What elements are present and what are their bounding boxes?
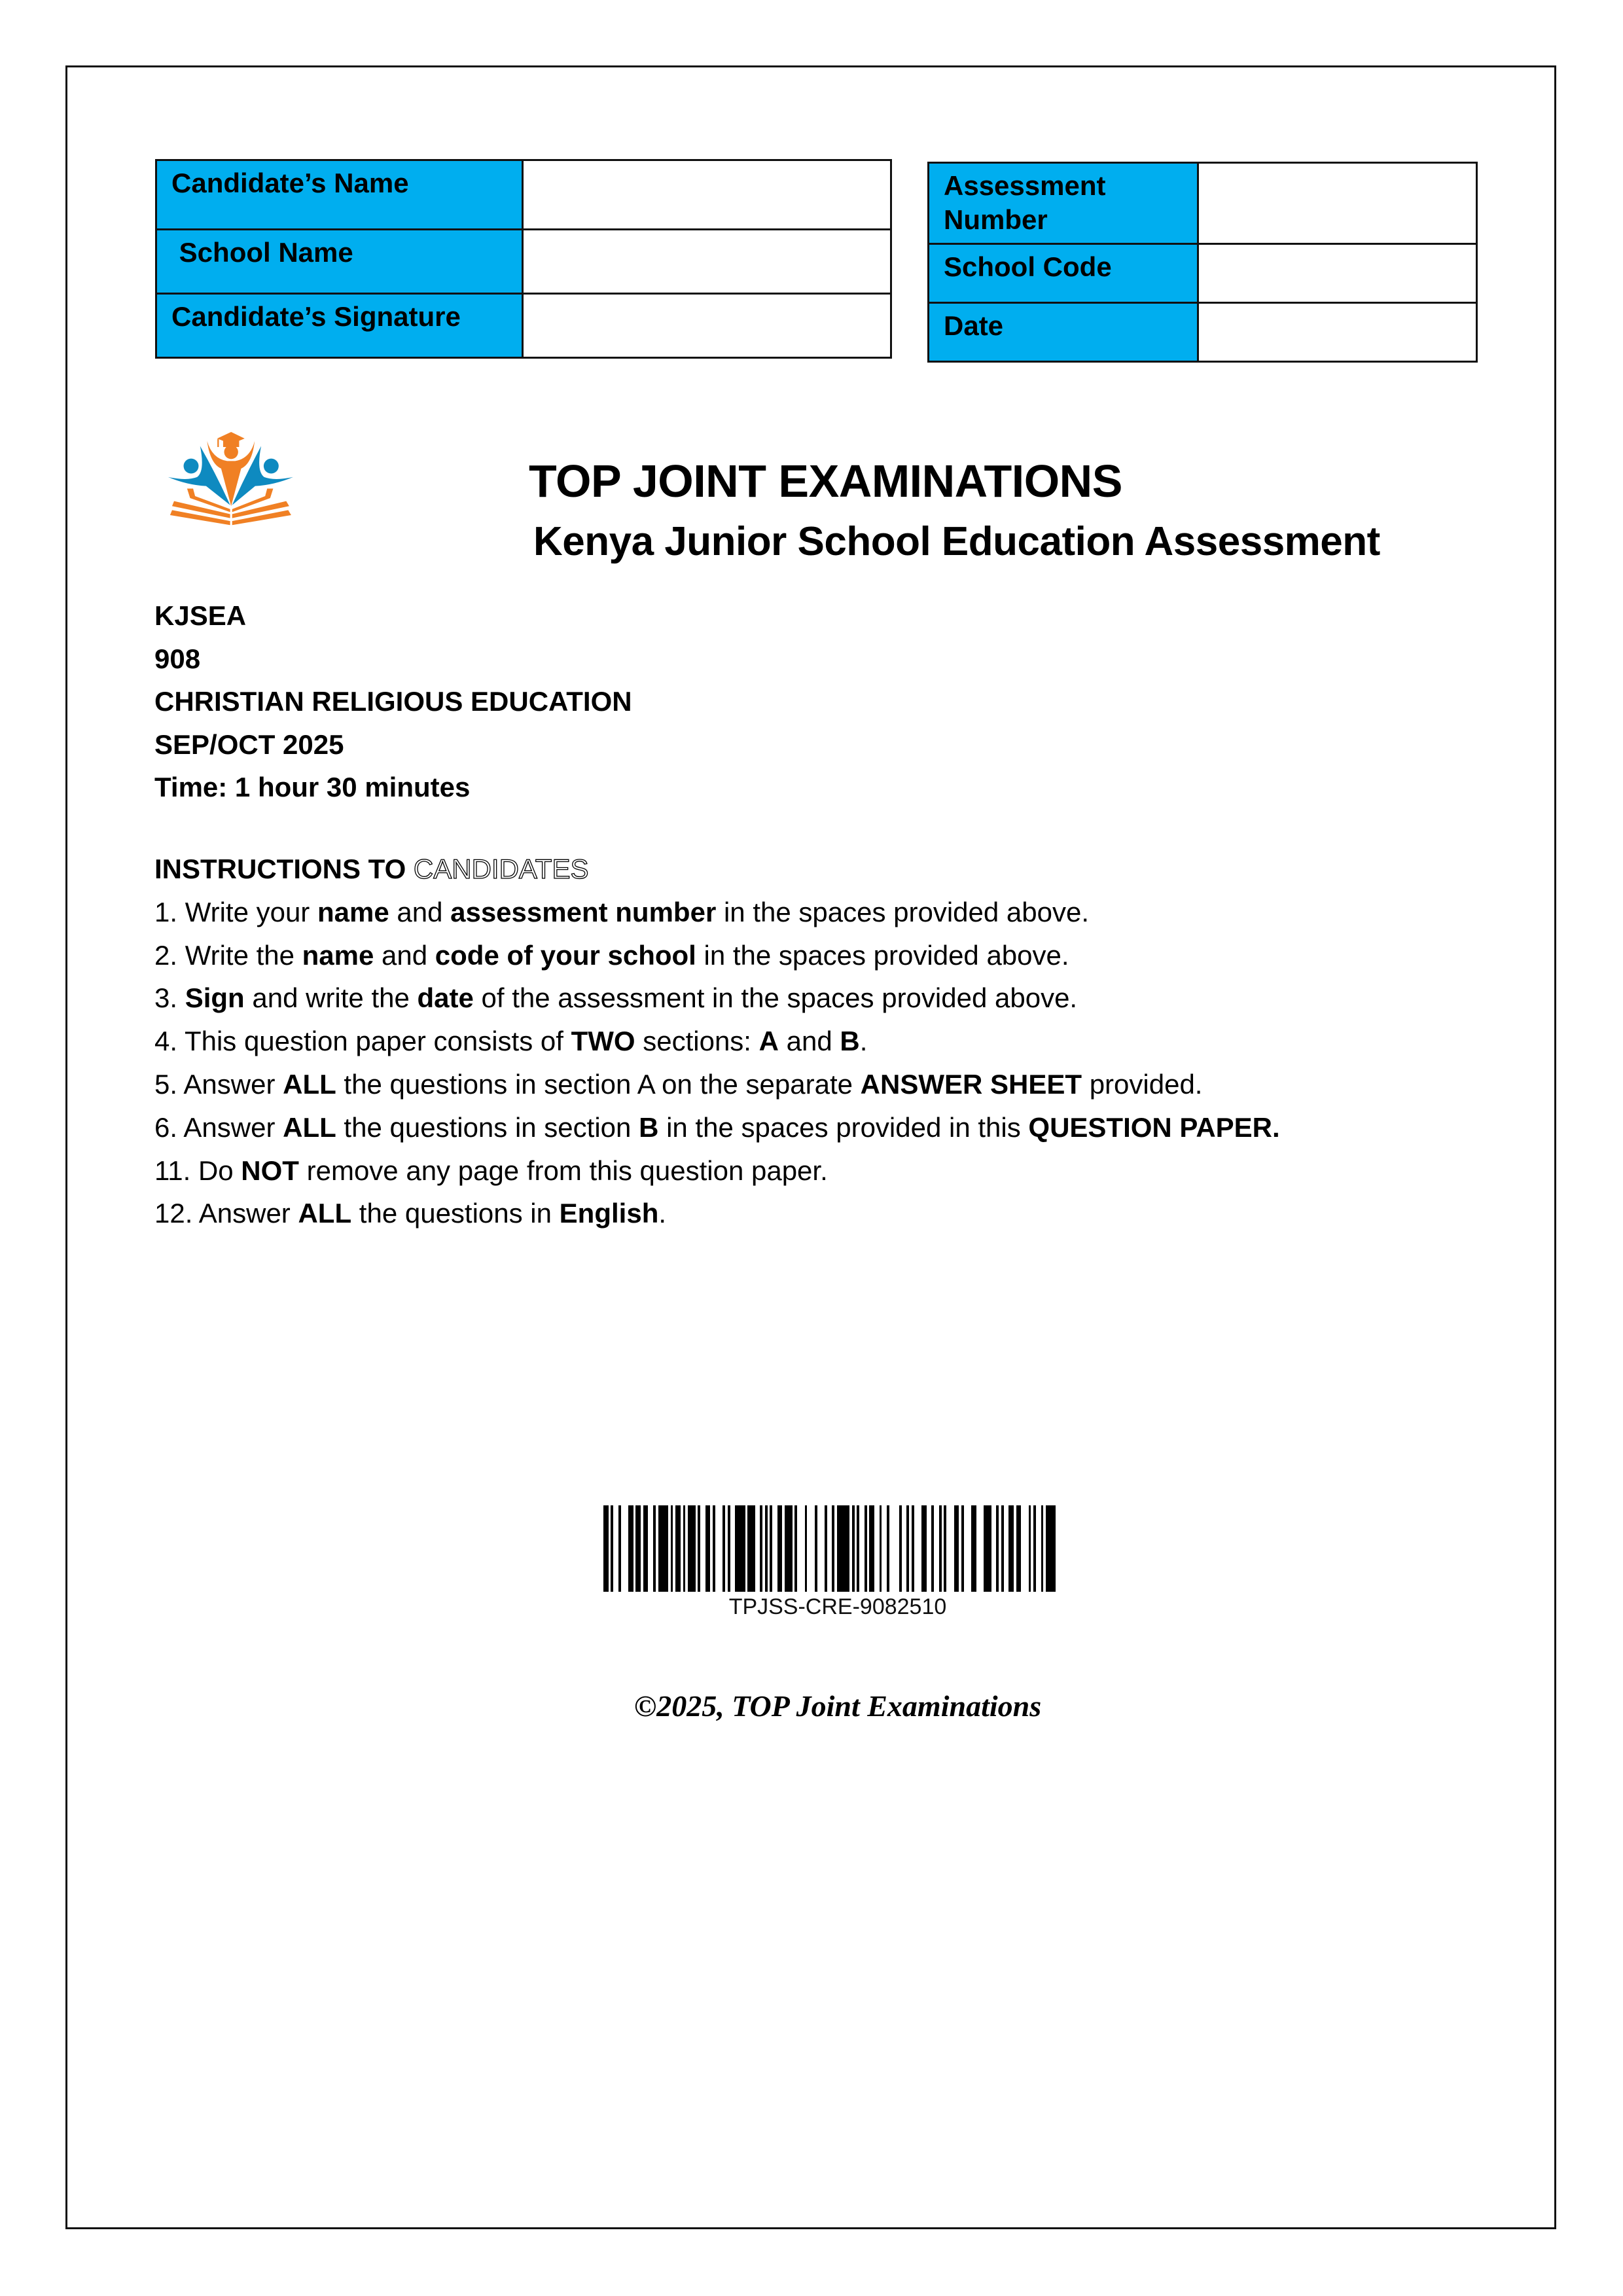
paper-details xyxy=(154,594,632,809)
assessment-number-field[interactable] xyxy=(1198,163,1477,244)
instructions-block xyxy=(154,848,1280,1235)
instructions-list xyxy=(154,891,1280,1235)
instructions-heading: INSTRUCTIONS TO CANDIDATES xyxy=(154,853,589,884)
candidate-info-table xyxy=(155,159,892,359)
copyright-notice: ©2025, TOP Joint Examinations xyxy=(633,1689,1042,1723)
school-code-label: School Code xyxy=(929,244,1198,303)
instruction-item: 2. Write the name and code of your school in the spaces provided above. xyxy=(154,939,1069,971)
school-name-field[interactable] xyxy=(523,230,891,294)
barcode-text: TPJSS-CRE-9082510 xyxy=(728,1594,947,1619)
candidate-signature-label: Candidate’s Signature xyxy=(156,294,523,358)
instruction-item: 6. Answer ALL the questions in section B in the spaces provided in this QUESTION PAPER. xyxy=(154,1111,1280,1143)
school-name-label: School Name xyxy=(156,230,523,294)
instruction-item: 4. This question paper consists of TWO sections: A and B. xyxy=(154,1026,868,1057)
exam-body-title: TOP JOINT EXAMINATIONS xyxy=(529,456,1122,507)
education-book-people-logo-icon xyxy=(157,416,327,547)
instruction-item: 5. Answer ALL the questions in section A on the separate ANSWER SHEET provided. xyxy=(154,1068,1203,1100)
assessment-number-label: Assessment Number xyxy=(929,163,1198,244)
barcode-icon xyxy=(603,1505,1061,1592)
instruction-item: 1. Write your name and assessment number in the spaces provided above. xyxy=(154,896,1090,927)
exam-name: KJSEA xyxy=(154,600,247,631)
instruction-item: 11. Do NOT remove any page from this question paper. xyxy=(154,1155,828,1186)
candidate-name-field[interactable] xyxy=(523,160,891,230)
exam-session: SEP/OCT 2025 xyxy=(154,728,344,760)
subject-name: CHRISTIAN RELIGIOUS EDUCATION xyxy=(154,686,632,717)
instruction-item: 12. Answer ALL the questions in English. xyxy=(154,1198,667,1229)
instruction-item: 3. Sign and write the date of the assessment in the spaces provided above. xyxy=(154,982,1078,1014)
date-label: Date xyxy=(929,303,1198,362)
paper-code: 908 xyxy=(154,643,201,674)
exam-duration: Time: 1 hour 30 minutes xyxy=(154,772,471,802)
assessment-subtitle: Kenya Junior School Education Assessment xyxy=(533,519,1380,564)
date-field[interactable] xyxy=(1198,303,1477,362)
assessment-info-table xyxy=(927,162,1478,363)
candidate-signature-field[interactable] xyxy=(523,294,891,358)
school-code-field[interactable] xyxy=(1198,244,1477,303)
candidate-name-label: Candidate’s Name xyxy=(156,160,523,230)
